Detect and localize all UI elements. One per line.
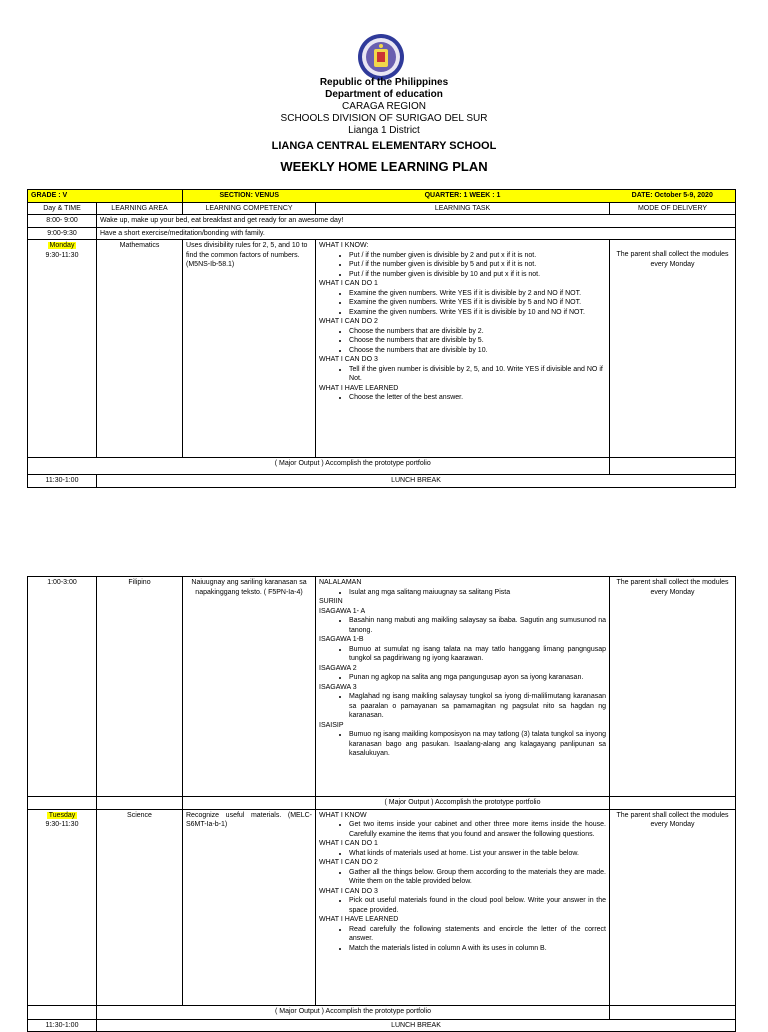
task-item: • Get two items inside your cabinet and other three more items inside the house. Carefully examine the items that you found and answer the following questions. — [349, 820, 606, 839]
task-section-heading: WHAT I HAVE LEARNED — [319, 916, 399, 923]
task-item: • Match the materials listed in column A with its uses in column B. — [349, 944, 606, 954]
monday-row — [28, 240, 736, 458]
task-section-heading: ISAISIP — [319, 721, 344, 729]
task-section-heading: WHAT I CAN DO 1 — [319, 280, 378, 287]
task-section-heading: WHAT I KNOW — [319, 811, 367, 819]
filipino-major-output: ( Major Output ) Accomplish the prototype portfolio — [316, 797, 610, 810]
col-learning-competency: LEARNING COMPETENCY — [183, 202, 316, 215]
filipino-row — [28, 577, 736, 797]
lunch-text: LUNCH BREAK — [97, 475, 736, 488]
section-cell: SECTION: VENUS — [183, 190, 316, 203]
task-list — [319, 673, 606, 683]
filipino-learning-tasks — [316, 577, 610, 797]
district-text: Lianga 1 District — [348, 125, 420, 136]
division-text: SCHOOLS DIVISION OF SURIGAO DEL SUR — [280, 113, 488, 124]
col-learning-area: LEARNING AREA — [97, 202, 183, 215]
date-cell: DATE: October 5-9, 2020 — [610, 190, 736, 203]
col-mode-of-delivery: MODE OF DELIVERY — [610, 202, 736, 215]
routine-text: Have a short exercise/meditation/bonding with family. — [97, 227, 736, 240]
task-item: • Choose the letter of the best answer. — [349, 393, 606, 403]
monday-day-label: Monday — [49, 242, 75, 249]
task-item: • Basahin nang mabuti ang maikling salaysay sa ibaba. Sagutin ang sumusunod na tanong. — [349, 616, 606, 635]
task-item: • Bumuo at sumulat ng isang talata na may tatlo hanggang limang pangngusap tungkol sa pagdiriwang ng iyong kaarawan. — [349, 645, 606, 664]
task-section-heading: ISAGAWA 3 — [319, 683, 357, 691]
routine-text: Wake up, make up your bed, eat breakfast and get ready for an awesome day! — [97, 215, 736, 228]
filipino-area: Filipino — [97, 577, 183, 797]
weekly-plan-table-2 — [27, 576, 736, 1032]
tuesday-competency: Recognize useful materials. (MELC-S6MT-Ia-b-1) — [183, 809, 316, 1005]
tuesday-major-output: ( Major Output ) Accomplish the prototype portfolio — [97, 1005, 610, 1019]
task-list — [319, 645, 606, 664]
lunch-row — [28, 475, 736, 488]
task-section-heading: ISAGAWA 1-B — [319, 636, 364, 643]
task-item: • Put / if the number given is divisible by 2 and put x if it is not. — [349, 251, 606, 261]
col-learning-task: LEARNING TASK — [316, 202, 610, 215]
task-section-heading: ISAGAWA 1- A — [319, 607, 366, 615]
region-text: CARAGA REGION — [342, 101, 426, 112]
monday-major-output: ( Major Output ) Accomplish the prototype portfolio — [97, 458, 610, 475]
task-list — [319, 820, 606, 839]
lunch-row — [28, 1019, 736, 1032]
task-list — [319, 289, 606, 318]
task-item: • Put / if the number given is divisible by 5 and put x if it is not. — [349, 260, 606, 270]
column-header-row — [28, 202, 736, 215]
tuesday-day-label: Tuesday — [48, 811, 76, 819]
grade-cell: GRADE : V — [28, 190, 183, 203]
tuesday-time: 9:30-11:30 — [45, 821, 79, 828]
col-day-time: Day & TIME — [28, 202, 97, 215]
task-section-heading: ISAGAWA 2 — [319, 664, 357, 672]
tuesday-area: Science — [97, 809, 183, 1005]
task-section-heading: WHAT I CAN DO 1 — [319, 840, 378, 847]
task-list — [319, 393, 606, 403]
tuesday-output-row — [28, 1005, 736, 1019]
page-title: WEEKLY HOME LEARNING PLAN — [280, 159, 488, 174]
task-section-heading: WHAT I CAN DO 3 — [319, 356, 378, 363]
routine-time: 9:00-9:30 — [28, 227, 97, 240]
task-item: • Choose the numbers that are divisible by 5. — [349, 336, 606, 346]
task-section-heading: WHAT I CAN DO 3 — [319, 887, 378, 895]
tuesday-learning-tasks — [316, 809, 610, 1005]
filipino-time: 1:00-3:00 — [28, 577, 97, 797]
info-row — [28, 190, 736, 203]
task-item: • Read carefully the following statements and encircle the letter of the correct answer. — [349, 925, 606, 944]
task-item: • Examine the given numbers. Write YES if it is divisible by 10 and NO if NOT. — [349, 308, 606, 318]
task-item: • Pick out useful materials found in the cloud pool below. Write your answer in the space provided. — [349, 896, 606, 915]
task-list — [319, 588, 606, 598]
filipino-mode: The parent shall collect the modules every Monday — [610, 577, 736, 797]
header-block — [0, 77, 768, 137]
monday-output-row — [28, 458, 736, 475]
task-list — [319, 692, 606, 721]
task-list — [319, 896, 606, 915]
task-section-heading: WHAT I HAVE LEARNED — [319, 384, 399, 392]
lunch-time: 11:30-1:00 — [28, 1019, 97, 1032]
task-item: • Examine the given numbers. Write YES if it is divisible by 2 and NO if NOT. — [349, 289, 606, 299]
monday-mode: The parent shall collect the modules every Monday — [610, 240, 736, 458]
task-list — [319, 925, 606, 954]
task-item: • Choose the numbers that are divisible by 2. — [349, 327, 606, 337]
tuesday-row — [28, 809, 736, 1005]
school-name: LIANGA CENTRAL ELEMENTARY SCHOOL — [271, 140, 497, 152]
task-item: • Choose the numbers that are divisible by 10. — [349, 346, 606, 356]
task-item: • Isulat ang mga salitang maiuugnay sa salitang Pista — [349, 588, 606, 598]
task-list — [319, 849, 606, 859]
task-list — [319, 365, 606, 384]
lunch-time: 11:30-1:00 — [28, 475, 97, 488]
task-section-heading: SURIIN — [319, 598, 343, 605]
deped-seal-logo — [357, 33, 405, 81]
task-list — [319, 730, 606, 759]
task-item: • Maglahad ng isang maikling salaysay tungkol sa iyong di-malilimutang karanasan sa paaralan o pamayanan sa pamamagitan ng pagsulat nito sa hagdan ng karanasan. — [349, 692, 606, 721]
monday-area: Mathematics — [97, 240, 183, 458]
task-list — [319, 327, 606, 356]
lunch-text: LUNCH BREAK — [97, 1019, 736, 1032]
routine-row — [28, 215, 736, 228]
task-section-heading: WHAT I KNOW: — [319, 242, 369, 249]
task-item: • What kinds of materials used at home. List your answer in the table below. — [349, 849, 606, 859]
department-text: Department of education — [325, 89, 443, 100]
routine-time: 8:00- 9:00 — [28, 215, 97, 228]
task-section-heading: WHAT I CAN DO 2 — [319, 318, 378, 325]
monday-time: 9:30-11:30 — [45, 251, 79, 259]
task-item: • Examine the given numbers. Write YES if it is divisible by 5 and NO if NOT. — [349, 298, 606, 308]
task-list — [319, 251, 606, 280]
monday-competency: Uses divisibility rules for 2, 5, and 10 to find the common factors of numbers. (M5NS-Ib-58.1) — [183, 240, 316, 458]
task-list — [319, 616, 606, 635]
monday-learning-tasks — [316, 240, 610, 458]
task-item: • Bumuo ng isang maikling komposisyon na may tatlong (3) talata tungkol sa inyong karanasan bago ang pasukan. Isaalang-alang ang kalagayang panlipunan sa kasalukuyan. — [349, 730, 606, 759]
weekly-plan-table-1 — [27, 189, 736, 488]
task-item: • Tell if the given number is divisible by 2, 5, and 10. Write YES if divisible and NO if Not. — [349, 365, 606, 384]
task-section-heading: WHAT I CAN DO 2 — [319, 859, 378, 866]
republic-text: Republic of the Philippines — [319, 77, 449, 88]
task-list — [319, 868, 606, 887]
routine-row — [28, 227, 736, 240]
task-item: • Gather all the things below. Group them according to the materials they are made. Write them on the table provided below. — [349, 868, 606, 887]
task-section-heading: NALALAMAN — [319, 579, 362, 586]
quarter-cell: QUARTER: 1 WEEK : 1 — [316, 190, 610, 203]
filipino-output-row — [28, 797, 736, 810]
tuesday-mode: The parent shall collect the modules every Monday — [610, 809, 736, 1005]
task-item: • Put / if the number given is divisible by 10 and put x if it is not. — [349, 270, 606, 280]
filipino-competency: Naiuugnay ang sariling karanasan sa napakinggang teksto. ( F5PN-Ia-4) — [183, 577, 316, 797]
task-item: • Punan ng agkop na salita ang mga pangungusap ayon sa iyong karanasan. — [349, 673, 606, 683]
